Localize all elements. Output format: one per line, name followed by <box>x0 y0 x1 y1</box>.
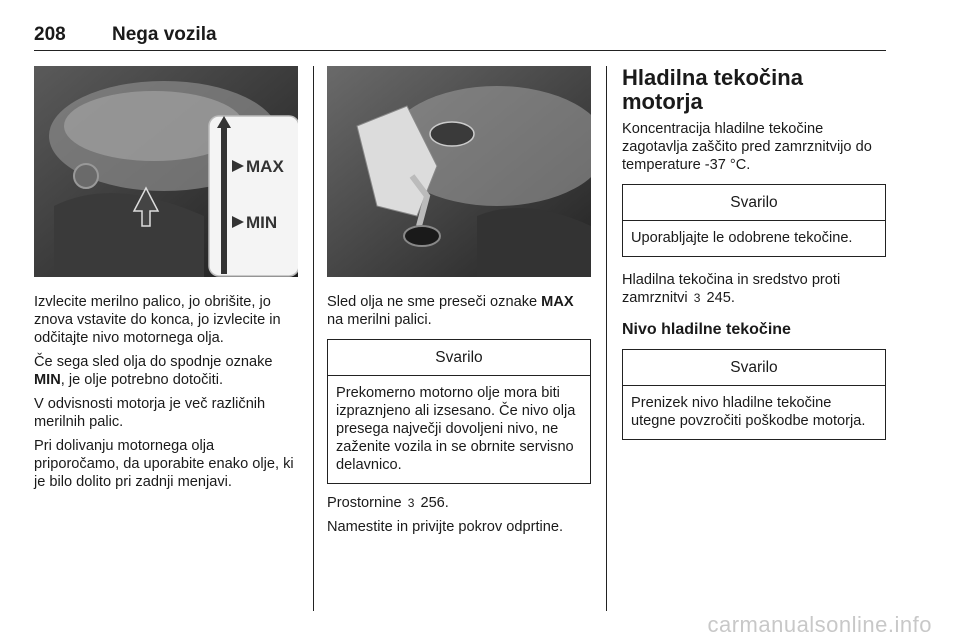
paragraph: Prostornine 3 256. <box>327 495 449 511</box>
warning-box <box>622 184 886 257</box>
min-label: MIN <box>246 213 278 232</box>
warning-box <box>622 349 886 440</box>
page-title: Nega vozila <box>112 24 217 45</box>
page-number: 208 <box>34 24 66 45</box>
page-header <box>34 22 886 51</box>
dipstick-figure <box>34 66 298 277</box>
watermark: carmanualsonline.info <box>707 612 932 637</box>
section-heading: Hladilna tekočina motorja <box>622 65 803 114</box>
warning-title: Svarilo <box>328 340 590 376</box>
engine-dipstick-illustration <box>34 66 298 277</box>
column-left <box>34 66 298 497</box>
warning-box <box>327 339 591 484</box>
subsection-heading: Nivo hladilne tekočine <box>622 321 791 338</box>
warning-text: Prenizek nivo hladilne tekočine utegne povzročiti poškodbe motorja. <box>631 395 866 429</box>
paragraph: V odvisnosti motorja je več različnih merilnih palic. <box>34 396 266 430</box>
paragraph: Izvlecite merilno palico, jo obrišite, jo znova vstavite do konca, jo izvlecite in odčitajte nivo motornega olja. <box>34 294 281 346</box>
warning-title: Svarilo <box>623 185 885 221</box>
column-middle <box>327 66 591 542</box>
column-divider <box>313 66 314 611</box>
paragraph: Pri dolivanju motornega olja priporočamo, da uporabite enako olje, ki je bilo dolito pri zadnji menjavi. <box>34 438 294 490</box>
paragraph: Če sega sled olja do spodnje oznake MIN, je olje potrebno dotočiti. <box>34 354 273 388</box>
warning-text: Prekomerno motorno olje mora biti izpraznjeno ali izsesano. Če nivo olja presega največji dovoljeni nivo, ne zaženite vozila in se obrnite servisno delavnico. <box>336 385 576 473</box>
paragraph: Sled olja ne sme preseči oznake MAX na merilni palici. <box>327 294 574 328</box>
paragraph: Koncentracija hladilne tekočine zagotavlja zaščito pred zamrznitvijo do temperature -37 °C. <box>622 121 872 173</box>
page-ref-icon: 3 <box>407 496 415 510</box>
column-divider <box>606 66 607 611</box>
warning-text: Uporabljajte le odobrene tekočine. <box>631 230 853 246</box>
oil-pouring-illustration <box>327 66 591 277</box>
paragraph: Hladilna tekočina in sredstvo proti zamrznitvi 3 245. <box>622 272 841 306</box>
page-ref-icon: 3 <box>693 291 701 305</box>
max-label: MAX <box>246 157 284 176</box>
column-right <box>622 66 886 450</box>
warning-title: Svarilo <box>623 350 885 386</box>
oil-fill-figure <box>327 66 591 277</box>
paragraph: Namestite in privijte pokrov odprtine. <box>327 519 564 535</box>
